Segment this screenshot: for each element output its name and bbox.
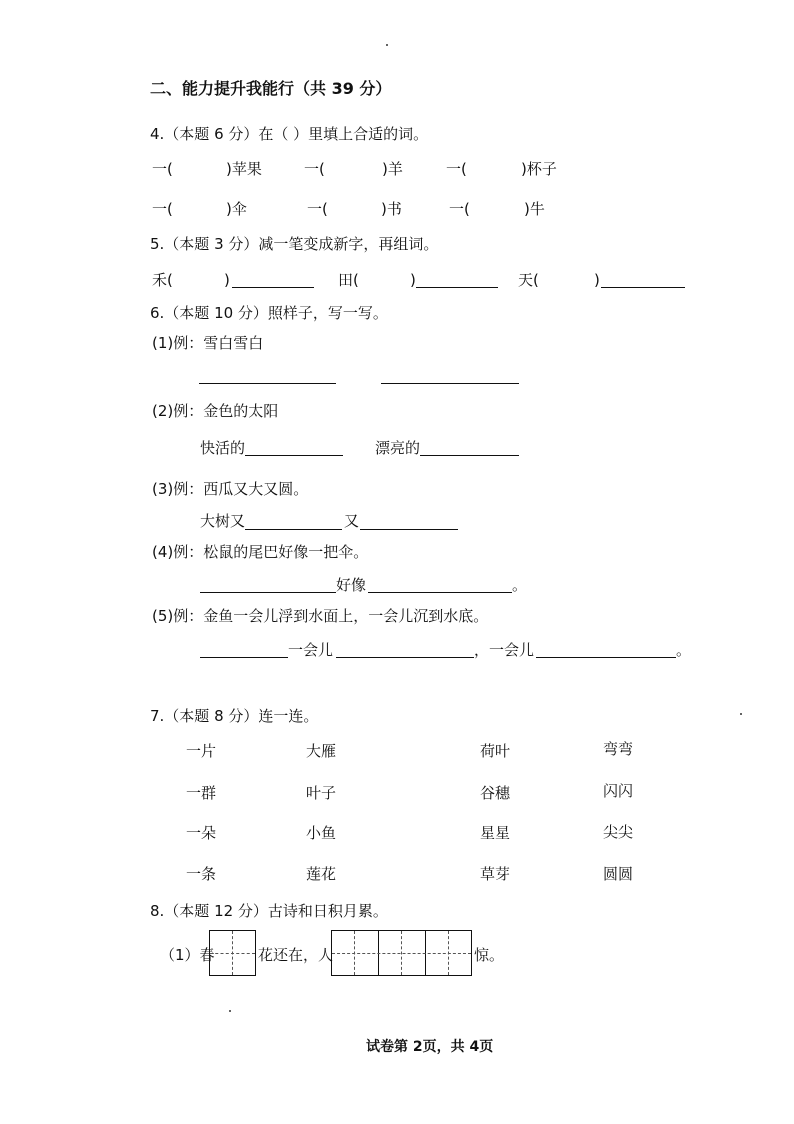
q5-item-2-answer-line[interactable] (416, 287, 498, 288)
q6-ex5-a-answer-line[interactable] (200, 657, 288, 658)
q4-r2-a-suffix: )伞 (226, 200, 247, 218)
q4-r1-a-prefix: 一( (152, 160, 173, 178)
q6-ex4-end: 。 (512, 576, 528, 594)
q7-col1-item[interactable]: 一朵 (186, 824, 217, 842)
q6-ex5-a-label: 一会儿 (288, 641, 334, 659)
scan-speck (386, 44, 388, 46)
q5-item-2-char: 田( (338, 271, 359, 289)
q7-col4-item[interactable]: 弯弯 (603, 740, 634, 758)
scan-speck (229, 1010, 231, 1012)
q6-ex3-b-answer-line[interactable] (360, 529, 458, 530)
q8-title: 8.（本题 12 分）古诗和日积月累。 (150, 902, 388, 920)
q4-r1-b-prefix: 一( (304, 160, 325, 178)
q6-title: 6.（本题 10 分）照样子，写一写。 (150, 304, 388, 322)
q6-ex2-b-label: 漂亮的 (375, 439, 421, 457)
q7-col2-item[interactable]: 莲花 (306, 865, 337, 883)
q6-ex3-b-label: 又 (344, 512, 360, 530)
scan-speck (740, 713, 742, 715)
q6-ex2-a-answer-line[interactable] (245, 455, 343, 456)
q5-item-1-char: 禾( (152, 271, 173, 289)
tianzige-box[interactable] (209, 930, 256, 976)
q7-col2-item[interactable]: 大雁 (306, 742, 337, 760)
q4-r2-b-suffix: )书 (381, 200, 402, 218)
q6-ex1: (1)例：雪白雪白 (152, 334, 264, 352)
section-title: 二、能力提升我能行（共 39 分） (150, 79, 392, 98)
q5-item-1-answer-line[interactable] (232, 287, 314, 288)
q6-ex4: (4)例：松鼠的尾巴好像一把伞。 (152, 543, 369, 561)
q7-col1-item[interactable]: 一片 (186, 742, 217, 760)
q6-ex4-mid-label: 好像 (336, 576, 367, 594)
q5-item-1-close: ) (224, 271, 230, 289)
q6-ex5: (5)例：金鱼一会儿浮到水面上，一会儿沉到水底。 (152, 607, 489, 625)
q7-col3-item[interactable]: 星星 (480, 824, 511, 842)
q8-line1-end: 惊。 (474, 946, 505, 964)
q7-col3-item[interactable]: 谷穗 (480, 784, 511, 802)
q4-title: 4.（本题 6 分）在（ ）里填上合适的词。 (150, 125, 429, 143)
q7-col1-item[interactable]: 一条 (186, 865, 217, 883)
q5-item-3-close: ) (594, 271, 600, 289)
q7-col2-item[interactable]: 叶子 (306, 784, 337, 802)
grid-guide (332, 953, 471, 954)
q5-item-3-answer-line[interactable] (601, 287, 685, 288)
q5-item-2-close: ) (410, 271, 416, 289)
q6-ex1-answer-line-1[interactable] (199, 383, 336, 384)
q4-r2-c-prefix: 一( (449, 200, 470, 218)
q5-title: 5.（本题 3 分）减一笔变成新字，再组词。 (150, 235, 439, 253)
q5-item-3-char: 天( (518, 271, 539, 289)
q6-ex5-b-answer-line[interactable] (336, 657, 474, 658)
q4-r1-c-suffix: )杯子 (521, 160, 557, 178)
q4-r1-b-suffix: )羊 (382, 160, 403, 178)
q6-ex2: (2)例：金色的太阳 (152, 402, 279, 420)
q7-col4-item[interactable]: 尖尖 (603, 823, 634, 841)
q6-ex2-b-answer-line[interactable] (420, 455, 519, 456)
q6-ex5-b-label: ，一会儿 (474, 641, 535, 659)
q7-col3-item[interactable]: 草芽 (480, 865, 511, 883)
q6-ex4-a-answer-line[interactable] (200, 592, 336, 593)
q4-r2-a-prefix: 一( (152, 200, 173, 218)
q4-r2-b-prefix: 一( (307, 200, 328, 218)
q7-col4-item[interactable]: 圆圆 (603, 865, 634, 883)
page-footer: 试卷第 2页，共 4页 (366, 1039, 494, 1055)
q8-line1-mid: 花还在，人 (258, 946, 334, 964)
tianzige-box-group[interactable] (331, 930, 472, 976)
q8-line1-prefix: （1）春 (160, 946, 215, 964)
q6-ex5-end: 。 (676, 641, 692, 659)
q6-ex3-a-label: 大树又 (200, 512, 246, 530)
q6-ex1-answer-line-2[interactable] (381, 383, 519, 384)
q6-ex3-a-answer-line[interactable] (245, 529, 342, 530)
grid-guide (210, 953, 255, 954)
q4-r2-c-suffix: )牛 (524, 200, 545, 218)
q7-col3-item[interactable]: 荷叶 (480, 742, 511, 760)
q6-ex4-b-answer-line[interactable] (368, 592, 512, 593)
q7-col4-item[interactable]: 闪闪 (603, 782, 634, 800)
q6-ex5-c-answer-line[interactable] (536, 657, 676, 658)
q4-r1-a-suffix: )苹果 (226, 160, 262, 178)
q6-ex2-a-label: 快活的 (200, 439, 246, 457)
q4-r1-c-prefix: 一( (446, 160, 467, 178)
q7-col2-item[interactable]: 小鱼 (306, 824, 337, 842)
q7-title: 7.（本题 8 分）连一连。 (150, 707, 319, 725)
q6-ex3: (3)例：西瓜又大又圆。 (152, 480, 309, 498)
q7-col1-item[interactable]: 一群 (186, 784, 217, 802)
